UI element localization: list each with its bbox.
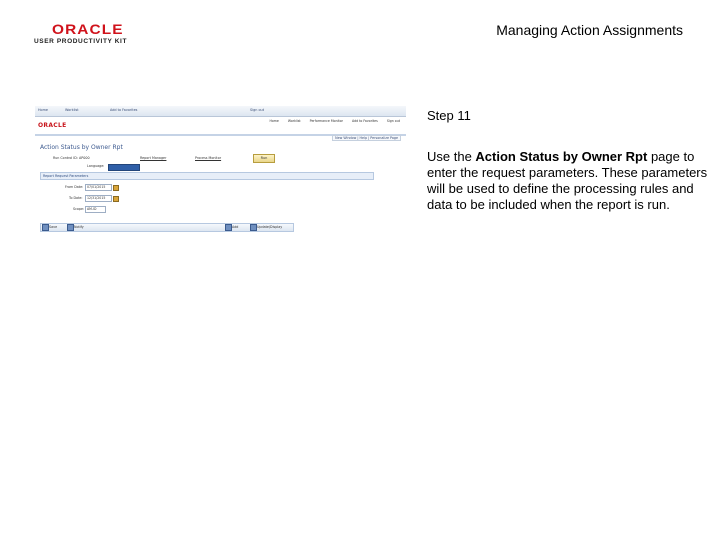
screenshot-page-title: Action Status by Owner Rpt <box>40 144 123 151</box>
screenshot-top-nav <box>35 106 406 117</box>
nav-item: Sign out <box>250 108 265 112</box>
header-link: Home <box>269 119 279 123</box>
update-display-label: Update/Display <box>257 225 283 229</box>
save-icon <box>42 224 49 231</box>
run-button: Run <box>253 154 275 163</box>
oracle-upk-logo <box>34 22 129 45</box>
add-icon <box>225 224 232 231</box>
step-screenshot <box>35 106 406 233</box>
logo-word: ORACLE <box>52 21 124 37</box>
screenshot-oracle-logo: ORACLE <box>38 122 67 129</box>
from-date-label: From Date: <box>65 185 84 189</box>
scope-field: AM-ID <box>85 206 106 213</box>
header-link: Sign out <box>386 119 400 123</box>
report-manager-link: Report Manager <box>140 156 167 160</box>
to-date-field: 12/31/2015 <box>85 195 112 202</box>
language-label: Language: <box>87 164 105 168</box>
screenshot-header-links <box>261 119 400 123</box>
notify-icon <box>67 224 74 231</box>
update-display-icon <box>250 224 257 231</box>
header-link: Worklist <box>287 119 301 123</box>
nav-item: Add to Favorites <box>110 108 138 112</box>
scope-label: Scope: <box>73 207 85 211</box>
header-link: Performance Monitor <box>309 119 343 123</box>
process-monitor-link: Process Monitor <box>195 156 222 160</box>
to-date-label: To Date: <box>69 196 83 200</box>
step-text-bold: Action Status by Owner Rpt <box>475 149 648 164</box>
step-description <box>427 149 712 213</box>
step-text-after: page to enter the request parameters. These parameters will be used to define the processing rules and data to be included when the report is run. <box>427 149 708 212</box>
screenshot-brand-bar <box>35 117 406 136</box>
add-label: Add <box>232 225 239 229</box>
nav-item: Home <box>38 108 49 112</box>
nav-item: Worklist <box>65 108 79 112</box>
calendar-icon <box>113 185 119 191</box>
notify-label: Notify <box>74 225 84 229</box>
new-window-links: New Window | Help | Personalize Page <box>332 135 401 141</box>
section-header: Report Request Parameters <box>40 172 374 180</box>
save-label: Save <box>49 225 58 229</box>
step-text-before: Use the <box>427 149 476 164</box>
calendar-icon <box>113 196 119 202</box>
from-date-field: 07/01/2015 <box>85 184 112 191</box>
language-select <box>108 164 140 171</box>
run-control-label: Run Control ID: AP000 <box>53 156 90 160</box>
step-number: Step 11 <box>427 108 471 123</box>
header-link: Add to Favorites <box>352 119 378 123</box>
document-title: Managing Action Assignments <box>496 22 683 38</box>
logo-subtitle: USER PRODUCTIVITY KIT <box>34 38 128 45</box>
